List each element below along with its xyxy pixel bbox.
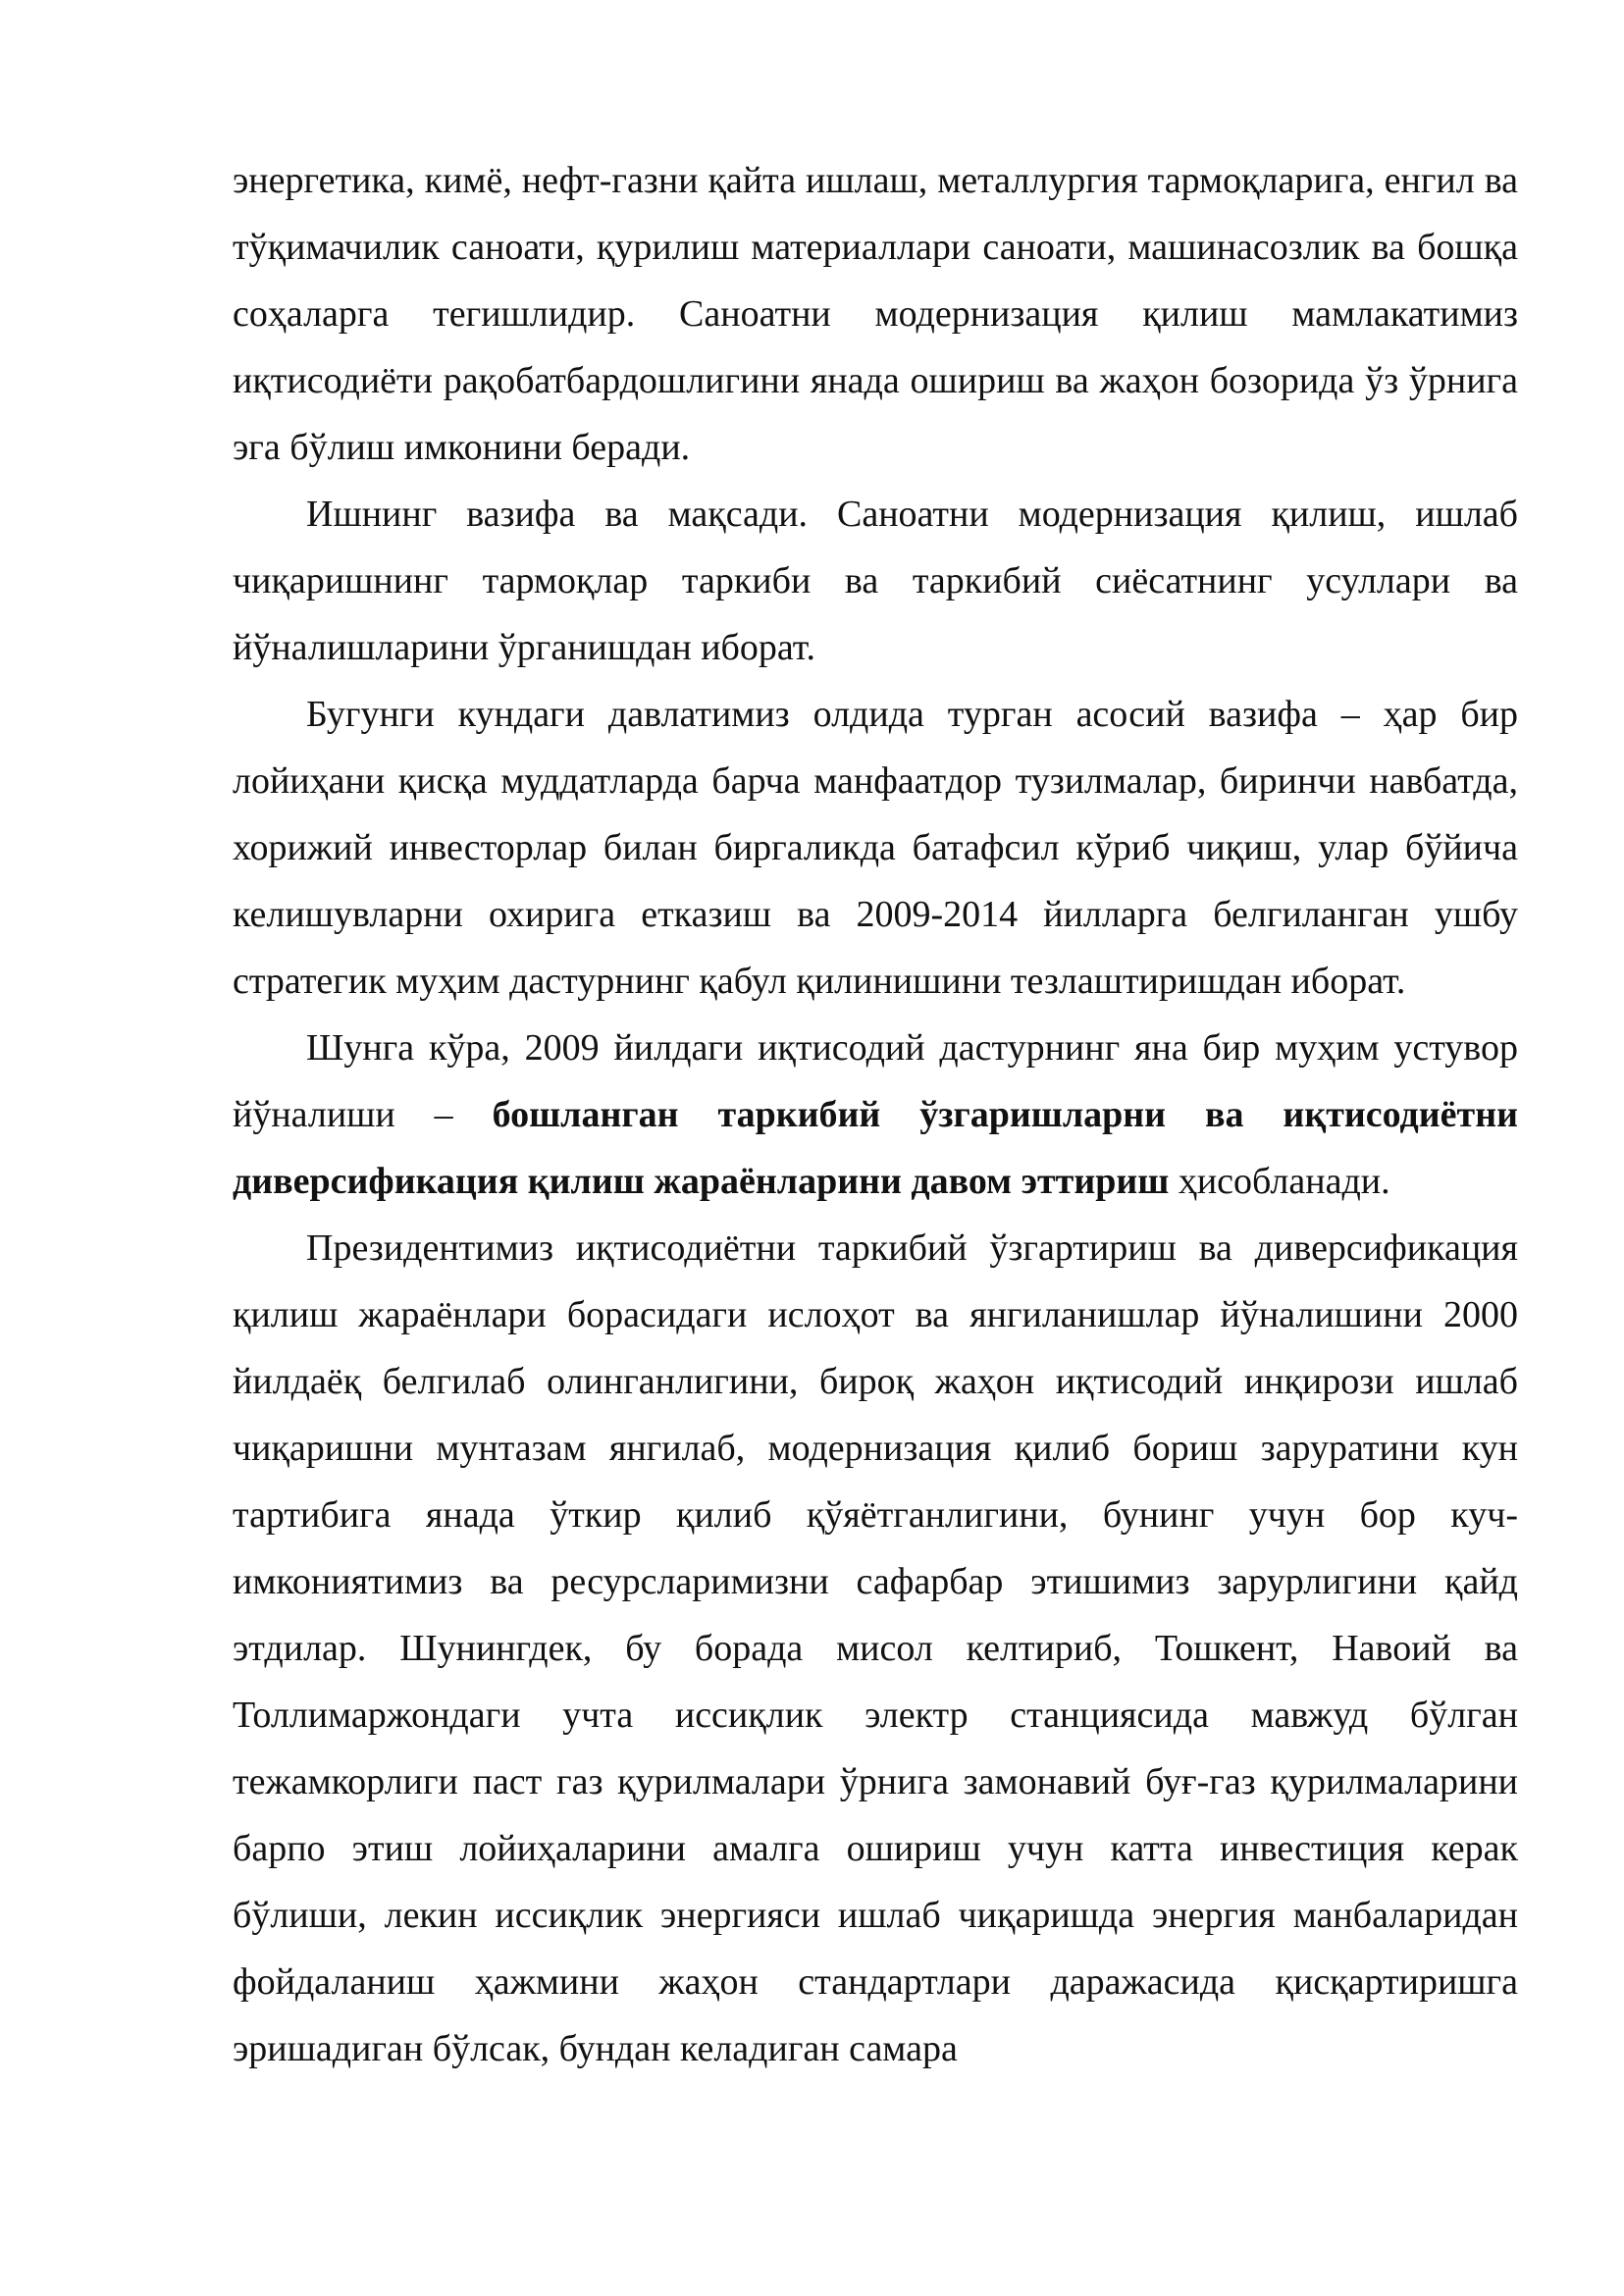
paragraph-3: Бугунги кундаги давлатимиз олдида турган асосий вазифа – ҳар бир лойиҳани қисқа муддатларда барча манфаатдор тузилмалар, биринчи навбатда, хорижий инвесторлар билан биргаликда батафсил кўриб чиқиш, улар бўйича келишувларни охирига етказиш ва 2009-2014 йилларга белгиланган ушбу стратегик муҳим дастурнинг қабул қилинишини тезлаштиришдан иборат.	[233, 694, 1518, 1002]
paragraph-4-text-after: ҳисобланади.	[1169, 1161, 1390, 1202]
paragraph-4	[233, 1015, 1518, 1215]
paragraph-4-text-before: Шунга кўра, 2009 йилдаги иқтисодий дастурнинг яна бир муҳим устувор йўналиши –	[233, 1027, 1518, 1135]
document-body	[233, 147, 1518, 2082]
paragraph-5: Президентимиз иқтисодиётни таркибий ўзгартириш ва диверсификация қилиш жараёнлари борасидаги ислоҳот ва янгиланишлар йўналишини 2000 йилдаёқ белгилаб олинганлигини, бироқ жаҳон иқтисодий инқирози ишлаб чиқаришни мунтазам янгилаб, модернизация қилиб бориш заруратини кун тартибига янада ўткир қилиб қўяётганлигини, бунинг учун бор куч-имкониятимиз ва ресурсларимизни сафарбар этишимиз зарурлигини қайд этдилар. Шунингдек, бу борада мисол келтириб, Тошкент, Навоий ва Толлимаржондаги учта иссиқлик электр станциясида мавжуд бўлган тежамкорлиги паст газ қурилмалари ўрнига замонавий буғ-газ қурилмаларини барпо этиш лойиҳаларини амалга ошириш учун катта инвестиция керак бўлиши, лекин иссиқлик энергияси ишлаб чиқаришда энергия манбаларидан фойдаланиш ҳажмини жаҳон стандартлари даражасида қисқартиришга эришадиган бўлсак, бундан келадиган самара	[233, 1227, 1518, 2069]
paragraph-4-bold-phrase: бошланган таркибий ўзгаришларни ва иқтисодиётни диверсификация қилиш жараёнларини давом эттириш	[233, 1094, 1518, 1202]
paragraph-2: Ишнинг вазифа ва мақсади. Саноатни модернизация қилиш, ишлаб чиқаришнинг тармоқлар таркиби ва таркибий сиёсатнинг усуллари ва йўналишларини ўрганишдан иборат.	[233, 494, 1518, 668]
paragraph-1: энергетика, кимё, нефт-газни қайта ишлаш, металлургия тармоқларига, енгил ва тўқимачилик саноати, қурилиш материаллари саноати, машинасозлик ва бошқа соҳаларга тегишлидир. Саноатни модернизация қилиш мамлакатимиз иқтисодиёти рақобатбардошлигини янада ошириш ва жаҳон бозорида ўз ўрнига эга бўлиш имконини беради.	[233, 160, 1518, 468]
